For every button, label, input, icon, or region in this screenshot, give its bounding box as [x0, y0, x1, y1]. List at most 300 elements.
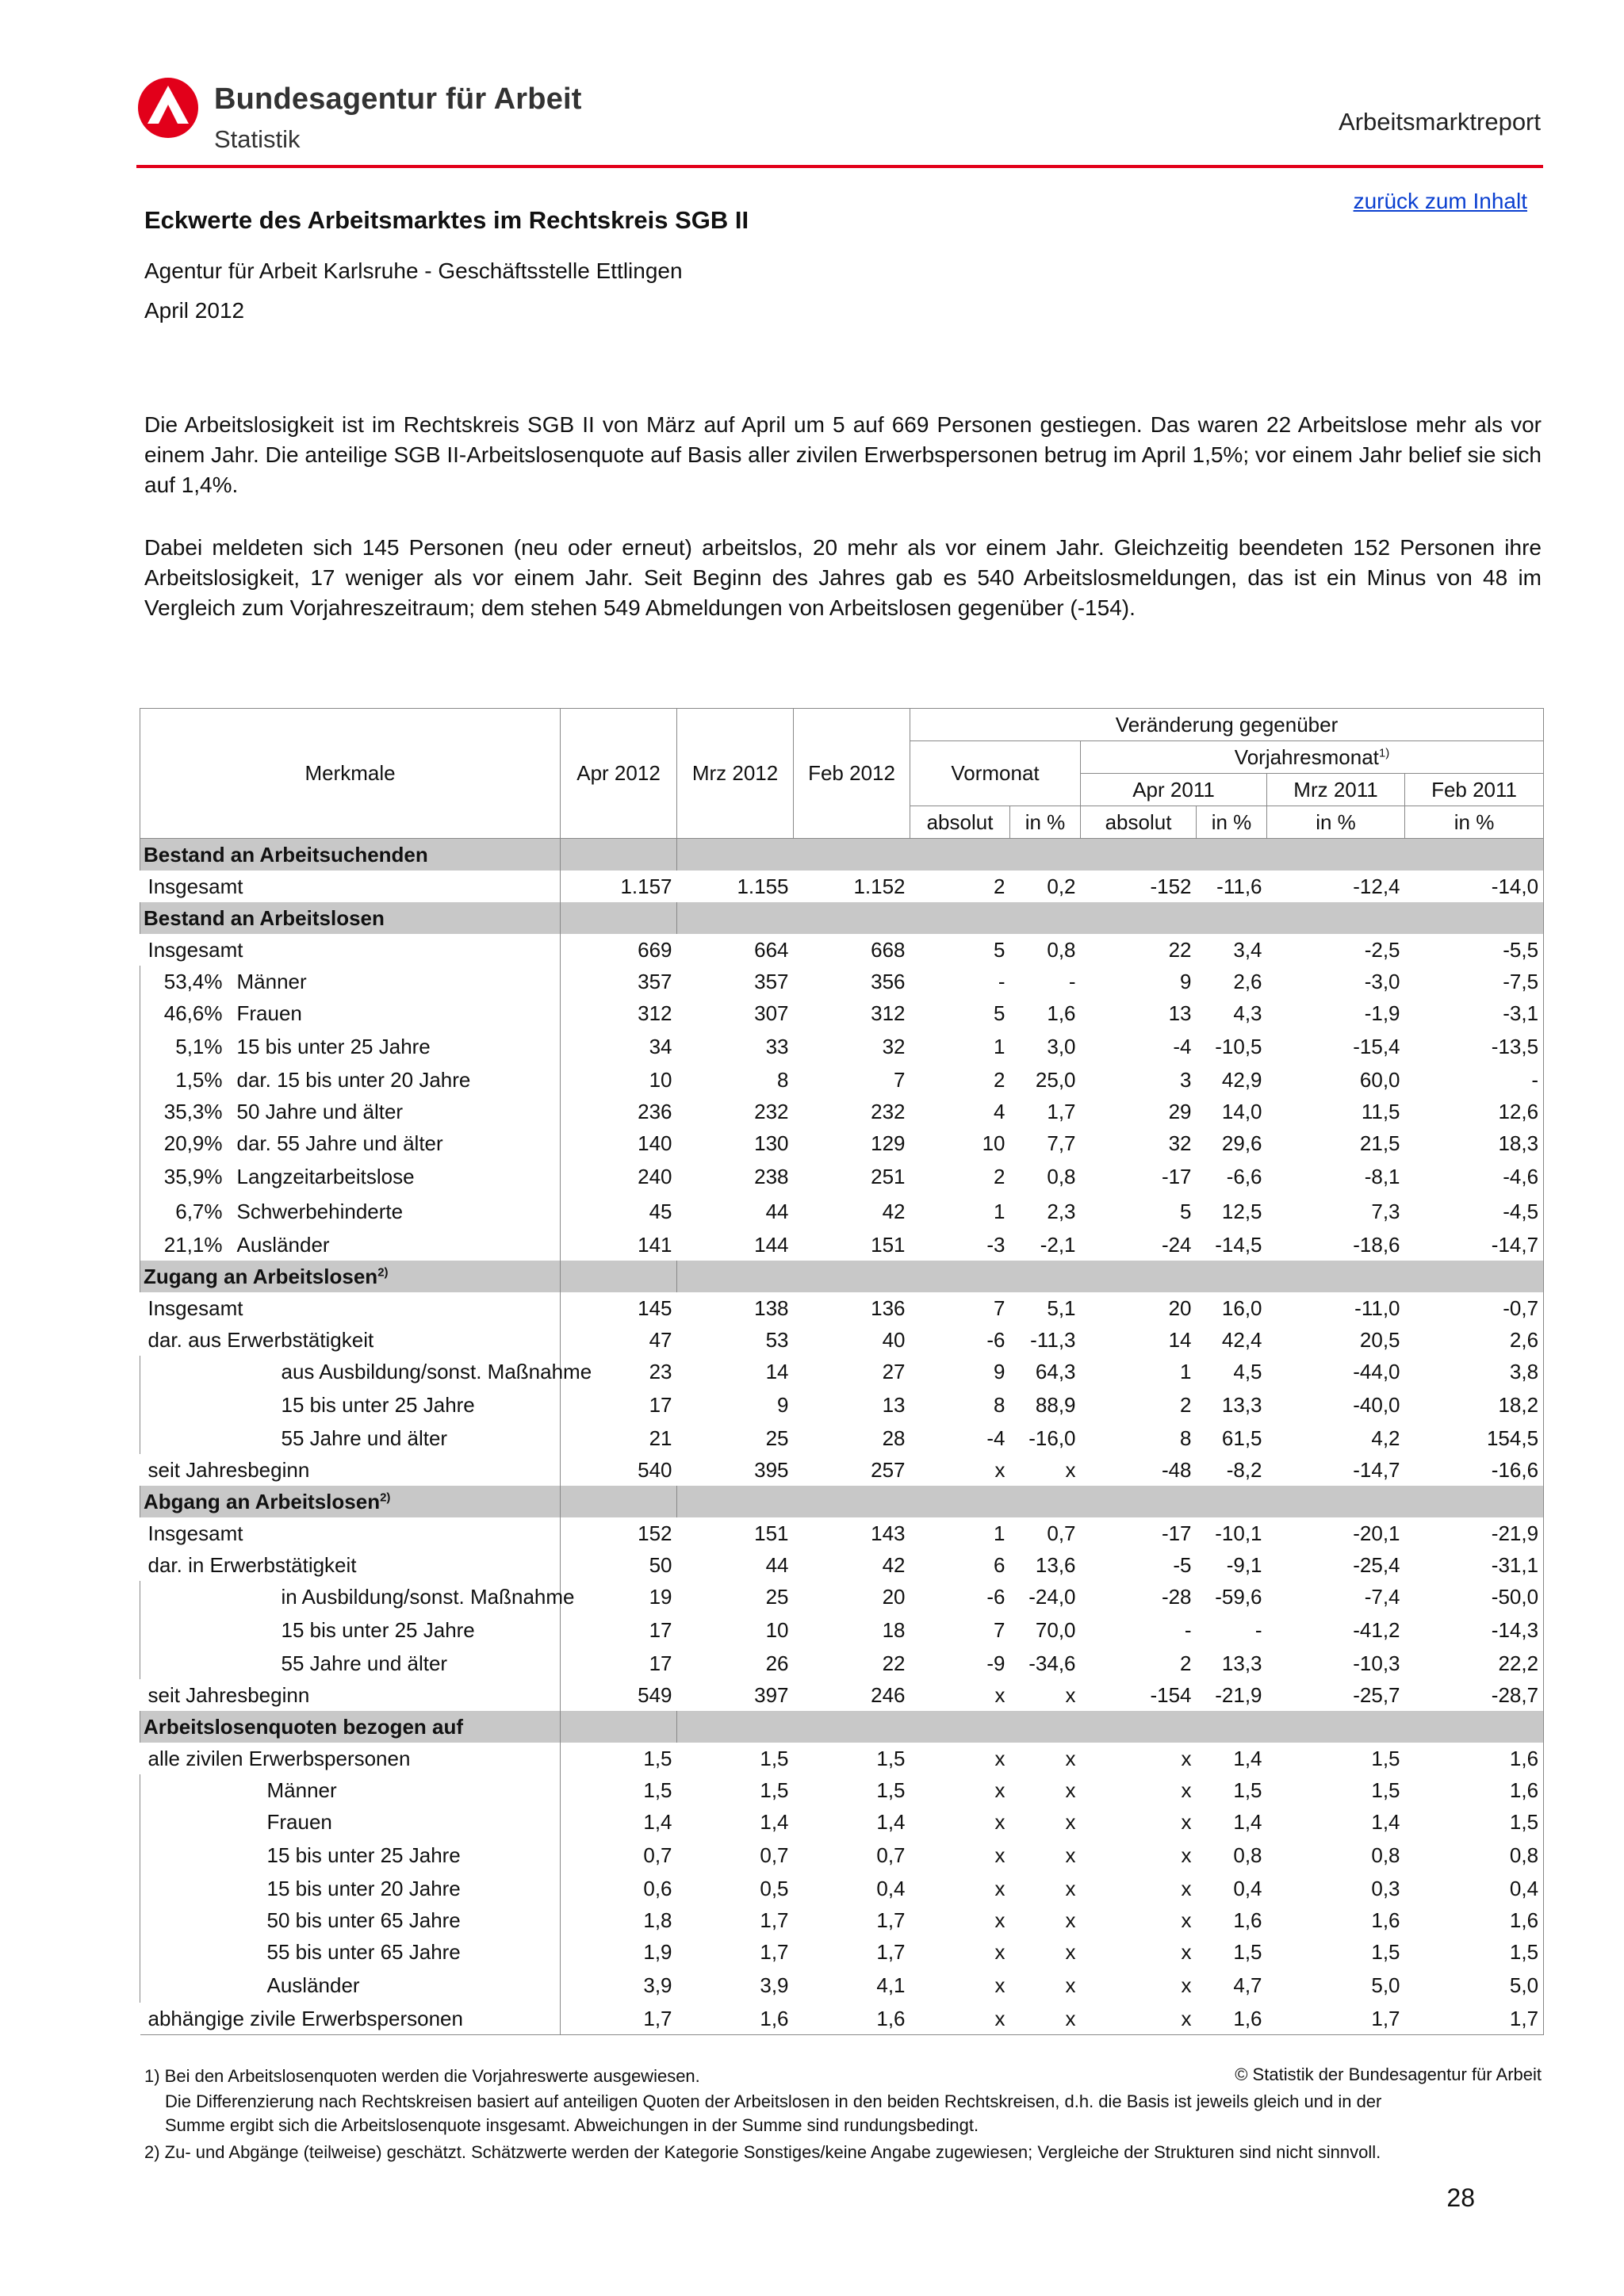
value-cell: -24 [1161, 1232, 1192, 1257]
row-label: Frauen [229, 997, 561, 1029]
table-row [140, 1774, 1544, 1806]
table-row [140, 1904, 1544, 1936]
section-fill-cell [910, 839, 1010, 871]
value-cell: - [1254, 1617, 1262, 1642]
table-row [140, 1387, 1544, 1422]
row-label: Ausländer [229, 1968, 561, 2003]
value-cell: 16,0 [1221, 1295, 1262, 1320]
value-cell: 10 [561, 1064, 677, 1096]
value-cell: x [1065, 1973, 1076, 1997]
value-cell: 22 [1168, 937, 1192, 962]
section-header-row [140, 839, 1544, 871]
value-cell: -12,4 [1353, 874, 1400, 898]
row-label: Männer [229, 966, 561, 997]
value-cell: 11,5 [1361, 1099, 1400, 1123]
summary-paragraph: Dabei meldeten sich 145 Personen (neu oder erneut) arbeitslos, 20 mehr als vor einem Jahr. Gleichzeitig beendeten 152 Personen ihre Arbeitslosigkeit, 17 weniger als vor einem Jahr. Seit Beginn des Jahres gab es 540 Arbeitslosmeldungen, das ist ein Minus von 48 im Vergleich zum Vorjahreszeitraum; dem stehen 549 Abmeldungen von Arbeitslosen gegenüber (-154). [144, 535, 1542, 620]
header-in-pct: in % [1267, 806, 1405, 839]
row-label: seit Jahresbeginn [140, 1679, 561, 1711]
office-name: Agentur für Arbeit Karlsruhe - Geschäftsstelle Ettlingen [144, 258, 683, 283]
share-pct-cell [140, 1422, 229, 1454]
value-cell: x [994, 1876, 1005, 1900]
value-cell: 53 [765, 1327, 789, 1352]
value-cell: 0,6 [561, 1873, 677, 1904]
value-cell: 2 [994, 1067, 1005, 1092]
value-cell: 2 [1180, 1392, 1192, 1417]
section-fill-cell [561, 1711, 677, 1743]
value-cell: 21 [561, 1422, 677, 1454]
value-cell: x [1181, 1939, 1192, 1964]
value-cell: 549 [561, 1679, 677, 1711]
section-fill-cell [677, 1486, 794, 1517]
share-pct-cell [140, 1774, 229, 1806]
footnote-1-detail: Summe ergibt sich die Arbeitslosenquote insgesamt. Abweichungen in der Summe sind rundungsbedingt. [165, 2115, 979, 2135]
value-cell: -13,5 [1405, 1029, 1544, 1064]
section-fill-cell [1010, 902, 1081, 934]
section-fill-cell [677, 1711, 794, 1743]
section-fill-cell [910, 1261, 1010, 1292]
value-cell: 246 [871, 1682, 906, 1707]
value-cell: 238 [754, 1164, 789, 1188]
value-cell: 5 [994, 937, 1005, 962]
value-cell: -0,7 [1405, 1292, 1544, 1324]
share-pct-cell: 35,3% [140, 1096, 229, 1127]
value-cell: -10,5 [1215, 1034, 1262, 1058]
value-cell: 10 [982, 1131, 1005, 1155]
share-pct-cell: 53,4% [140, 966, 229, 997]
value-cell: 27 [882, 1359, 906, 1383]
share-pct-cell [140, 1968, 229, 2003]
value-cell: -7,4 [1364, 1584, 1400, 1609]
value-cell: 236 [561, 1096, 677, 1127]
value-cell: 0,7 [1047, 1521, 1076, 1545]
value-cell: x [1065, 1682, 1076, 1707]
value-cell: 29,6 [1221, 1131, 1262, 1155]
section-fill-cell [1267, 902, 1405, 934]
table-row [140, 1743, 1544, 1774]
header-in-pct: in % [1197, 806, 1267, 839]
value-cell: 136 [871, 1295, 906, 1320]
copyright-note: © Statistik der Bundesagentur für Arbeit [1235, 2064, 1542, 2084]
value-cell: 21,5 [1359, 1131, 1400, 1155]
section-fill-cell [1405, 1711, 1544, 1743]
value-cell: 4,3 [1233, 1001, 1262, 1025]
share-pct-cell [140, 1838, 229, 1873]
value-cell: 1,5 [760, 1777, 789, 1802]
header-absolut: absolut [910, 806, 1010, 839]
table-row [140, 1806, 1544, 1838]
value-cell: 1,6 [677, 2003, 794, 2035]
value-cell: 3,9 [760, 1973, 789, 1997]
table-row [140, 1127, 1544, 1159]
share-pct-cell: 1,5% [140, 1064, 229, 1096]
value-cell: 154,5 [1405, 1422, 1544, 1454]
value-cell: 1 [994, 1521, 1005, 1545]
value-cell: 357 [754, 969, 789, 993]
value-cell: 1.157 [561, 871, 677, 902]
value-cell: -3,0 [1364, 969, 1400, 993]
header-merkmale: Merkmale [140, 709, 561, 839]
table-row [140, 1581, 1544, 1613]
value-cell: x [994, 1746, 1005, 1770]
value-cell: 4 [994, 1099, 1005, 1123]
value-cell: 1 [994, 1034, 1005, 1058]
section-fill-cell [1405, 902, 1544, 934]
section-header-row [140, 1261, 1544, 1292]
value-cell: 0,3 [1371, 1876, 1400, 1900]
value-cell: -15,4 [1353, 1034, 1400, 1058]
section-fill-cell [1267, 1261, 1405, 1292]
table-row [140, 1324, 1544, 1356]
value-cell: 10 [765, 1617, 789, 1642]
value-cell: 14 [1168, 1327, 1192, 1352]
value-cell: 61,5 [1221, 1425, 1262, 1450]
value-cell: 1,5 [1371, 1777, 1400, 1802]
section-header-row [140, 1486, 1544, 1517]
table-row [140, 1422, 1544, 1454]
value-cell: x [1081, 2003, 1197, 2035]
value-cell: -3 [986, 1232, 1005, 1257]
value-cell: 397 [754, 1682, 789, 1707]
value-cell: -6,6 [1226, 1164, 1262, 1188]
value-cell: 17 [561, 1387, 677, 1422]
header-veraenderung: Veränderung gegenüber [910, 709, 1544, 741]
value-cell: 3,4 [1233, 937, 1262, 962]
section-fill-cell [1197, 902, 1267, 934]
value-cell: 1,7 [561, 2003, 677, 2035]
value-cell: -48 [1161, 1457, 1192, 1482]
value-cell: 1.152 [853, 874, 906, 898]
value-cell: -20,1 [1353, 1521, 1400, 1545]
value-cell: 144 [754, 1232, 789, 1257]
value-cell: 8 [994, 1392, 1005, 1417]
share-pct-cell: 6,7% [140, 1194, 229, 1229]
value-cell: 1,5 [1233, 1777, 1262, 1802]
row-label: Insgesamt [140, 1292, 561, 1324]
value-cell: 40 [882, 1327, 906, 1352]
value-cell: -152 [1150, 874, 1192, 898]
value-cell: 357 [561, 966, 677, 997]
table-row [140, 1194, 1544, 1229]
value-cell: 29 [1168, 1099, 1192, 1123]
section-fill-cell [1081, 1261, 1197, 1292]
value-cell: -154 [1150, 1682, 1192, 1707]
share-pct-cell: 20,9% [140, 1127, 229, 1159]
value-cell: 0,5 [760, 1876, 789, 1900]
value-cell: -2,1 [1040, 1232, 1076, 1257]
value-cell: 0,8 [1405, 1838, 1544, 1873]
value-cell: -17 [1161, 1521, 1192, 1545]
value-cell: 44 [765, 1199, 789, 1223]
value-cell: 8 [777, 1067, 789, 1092]
value-cell: -9,1 [1226, 1552, 1262, 1577]
value-cell: x [994, 1457, 1005, 1482]
table-row [140, 1936, 1544, 1968]
value-cell: -9 [986, 1651, 1005, 1675]
value-cell: 60,0 [1359, 1067, 1400, 1092]
value-cell: x [1181, 1876, 1192, 1900]
row-label: dar. in Erwerbstätigkeit [140, 1549, 561, 1581]
section-fill-cell [910, 902, 1010, 934]
value-cell: 0,8 [1371, 1843, 1400, 1867]
value-cell: 0,8 [1047, 1164, 1076, 1188]
section-fill-cell [1267, 839, 1405, 871]
value-cell: 25 [765, 1584, 789, 1609]
table-row [140, 1454, 1544, 1486]
row-label: aus Ausbildung/sonst. Maßnahme [229, 1356, 561, 1387]
footnote-1-detail: Die Differenzierung nach Rechtskreisen basiert auf anteiligen Quoten der Arbeitslosen in den beiden Rechtskreisen, d.h. die Basis ist jeweils gleich und in der [165, 2091, 1382, 2111]
share-pct-cell [140, 1647, 229, 1679]
row-label: 15 bis unter 25 Jahre [229, 1387, 561, 1422]
value-cell: 141 [561, 1229, 677, 1261]
section-fill-cell [794, 839, 910, 871]
value-cell: x [1065, 1809, 1076, 1834]
share-pct-cell: 21,1% [140, 1229, 229, 1261]
section-fill-cell [910, 1711, 1010, 1743]
value-cell: -8,1 [1364, 1164, 1400, 1188]
header-in-pct: in % [1405, 806, 1544, 839]
section-fill-cell [1010, 839, 1081, 871]
table-row [140, 1549, 1544, 1581]
row-label: seit Jahresbeginn [140, 1454, 561, 1486]
value-cell: 1,7 [760, 1939, 789, 1964]
table-row [140, 1229, 1544, 1261]
value-cell: 0,7 [876, 1843, 906, 1867]
table-row [140, 1679, 1544, 1711]
row-label: dar. 55 Jahre und älter [229, 1127, 561, 1159]
value-cell: -6 [986, 1327, 1005, 1352]
table-row [140, 1096, 1544, 1127]
value-cell: 42,4 [1221, 1327, 1262, 1352]
section-fill-cell [1267, 1486, 1405, 1517]
value-cell: 1,6 [1371, 1908, 1400, 1932]
value-cell: 152 [561, 1517, 677, 1549]
value-cell: 1,7 [876, 1908, 906, 1932]
value-cell: 151 [871, 1232, 906, 1257]
section-fill-cell [1267, 1711, 1405, 1743]
value-cell: 5,0 [1405, 1968, 1544, 2003]
value-cell: -31,1 [1405, 1549, 1544, 1581]
value-cell: -14,0 [1405, 871, 1544, 902]
value-cell: -14,7 [1353, 1457, 1400, 1482]
value-cell: - [1405, 1064, 1544, 1096]
section-fill-cell [677, 839, 794, 871]
value-cell: -21,9 [1215, 1682, 1262, 1707]
value-cell: 13,3 [1221, 1651, 1262, 1675]
value-cell: 138 [754, 1295, 789, 1320]
value-cell: 18,3 [1405, 1127, 1544, 1159]
section-title: Bestand an Arbeitsuchenden [140, 839, 561, 871]
value-cell: 2 [994, 874, 1005, 898]
value-cell: 1,7 [1405, 2003, 1544, 2035]
value-cell: 14 [765, 1359, 789, 1383]
value-cell: 42 [882, 1199, 906, 1223]
value-cell: 4,2 [1371, 1425, 1400, 1450]
row-label: 50 Jahre und älter [229, 1096, 561, 1127]
section-fill-cell [677, 1261, 794, 1292]
table-row [140, 934, 1544, 966]
value-cell: 7 [994, 1295, 1005, 1320]
value-cell: 232 [754, 1099, 789, 1123]
value-cell: 1,4 [1371, 1809, 1400, 1834]
value-cell: 5,0 [1371, 1973, 1400, 1997]
value-cell: -28,7 [1405, 1679, 1544, 1711]
value-cell: 26 [765, 1651, 789, 1675]
section-fill-cell [1081, 1486, 1197, 1517]
value-cell: x [1065, 1457, 1076, 1482]
value-cell: 20,5 [1359, 1327, 1400, 1352]
value-cell: - [1068, 969, 1076, 993]
value-cell: 13,3 [1221, 1392, 1262, 1417]
value-cell: x [1181, 1843, 1192, 1867]
share-pct-cell [140, 1613, 229, 1647]
section-title: Zugang an Arbeitslosen$^{2)}$ [140, 1261, 561, 1292]
share-pct-cell: 35,9% [140, 1159, 229, 1194]
value-cell: - [998, 969, 1005, 993]
section-header-row [140, 1711, 1544, 1743]
value-cell: x [1065, 1908, 1076, 1932]
value-cell: 1,5 [561, 1774, 677, 1806]
footnote-1: 1) Bei den Arbeitslosenquoten werden die Vorjahreswerte ausgewiesen. [144, 2066, 700, 2086]
value-cell: 257 [871, 1457, 906, 1482]
value-cell: -11,0 [1354, 1295, 1400, 1320]
value-cell: 1 [994, 1199, 1005, 1223]
value-cell: 0,4 [1405, 1873, 1544, 1904]
value-cell: 1,4 [561, 1806, 677, 1838]
value-cell: x [1010, 2003, 1081, 2035]
value-cell: -11,6 [1216, 874, 1262, 898]
value-cell: 5,1 [1047, 1295, 1076, 1320]
value-cell: 8 [1180, 1425, 1192, 1450]
value-cell: -16,0 [1028, 1425, 1076, 1450]
value-cell: 3,8 [1405, 1356, 1544, 1387]
value-cell: -7,5 [1405, 966, 1544, 997]
value-cell: 42 [882, 1552, 906, 1577]
section-fill-cell [794, 1486, 910, 1517]
value-cell: x [1065, 1939, 1076, 1964]
row-label: Ausländer [229, 1229, 561, 1261]
value-cell: 1,7 [1267, 2003, 1405, 2035]
value-cell: 45 [561, 1194, 677, 1229]
value-cell: x [1181, 1973, 1192, 1997]
value-cell: 129 [871, 1131, 906, 1155]
value-cell: 25,0 [1035, 1067, 1076, 1092]
value-cell: 1.155 [737, 874, 789, 898]
value-cell: 20 [882, 1584, 906, 1609]
row-label: 55 Jahre und älter [229, 1647, 561, 1679]
section-title: Arbeitslosenquoten bezogen auf [140, 1711, 561, 1743]
value-cell: 664 [754, 937, 789, 962]
value-cell: 540 [561, 1454, 677, 1486]
value-cell: 28 [882, 1425, 906, 1450]
value-cell: 0,4 [876, 1876, 906, 1900]
row-label: Insgesamt [140, 934, 561, 966]
section-fill-cell [1197, 839, 1267, 871]
value-cell: 88,9 [1035, 1392, 1076, 1417]
value-cell: 1,9 [561, 1936, 677, 1968]
value-cell: 1,4 [1233, 1746, 1262, 1770]
value-cell: 1,5 [1405, 1806, 1544, 1838]
value-cell: -14,3 [1405, 1613, 1544, 1647]
value-cell: 130 [754, 1131, 789, 1155]
value-cell: x [1181, 1809, 1192, 1834]
value-cell: 22,2 [1405, 1647, 1544, 1679]
value-cell: x [994, 1973, 1005, 1997]
header-feb-2012: Feb 2012 [794, 709, 910, 839]
value-cell: 17 [561, 1613, 677, 1647]
value-cell: 14,0 [1221, 1099, 1262, 1123]
value-cell: 12,5 [1221, 1199, 1262, 1223]
row-label: dar. 15 bis unter 20 Jahre [229, 1064, 561, 1096]
row-label: 15 bis unter 25 Jahre [229, 1613, 561, 1647]
value-cell: 4,7 [1233, 1973, 1262, 1997]
value-cell: x [994, 1777, 1005, 1802]
section-fill-cell [561, 839, 677, 871]
value-cell: 64,3 [1035, 1359, 1076, 1383]
section-fill-cell [794, 1711, 910, 1743]
value-cell: x [1065, 1876, 1076, 1900]
value-cell: 5 [1180, 1199, 1192, 1223]
value-cell: 1,6 [794, 2003, 910, 2035]
section-fill-cell [794, 902, 910, 934]
value-cell: -25,7 [1353, 1682, 1400, 1707]
table-row [140, 1838, 1544, 1873]
ba-logo-icon [136, 76, 200, 140]
value-cell: -10,3 [1353, 1651, 1400, 1675]
value-cell: 33 [765, 1034, 789, 1058]
value-cell: 25 [765, 1425, 789, 1450]
row-label: 15 bis unter 25 Jahre [229, 1029, 561, 1064]
value-cell: 395 [754, 1457, 789, 1482]
row-label: alle zivilen Erwerbspersonen [140, 1743, 561, 1774]
value-cell: 1 [1180, 1359, 1192, 1383]
back-to-contents-link[interactable]: zurück zum Inhalt [1353, 189, 1527, 213]
value-cell: -44,0 [1353, 1359, 1400, 1383]
value-cell: -50,0 [1405, 1581, 1544, 1613]
report-date: April 2012 [144, 298, 245, 323]
row-label: 55 Jahre und älter [229, 1422, 561, 1454]
value-cell: 0,2 [1047, 874, 1076, 898]
section-header-row [140, 902, 1544, 934]
value-cell: 0,8 [1047, 937, 1076, 962]
section-fill-cell [1081, 902, 1197, 934]
value-cell: 13 [1168, 1001, 1192, 1025]
table-row [140, 871, 1544, 902]
value-cell: 7,7 [1047, 1131, 1076, 1155]
value-cell: 20 [1168, 1295, 1192, 1320]
value-cell: 668 [871, 937, 906, 962]
value-cell: 0,7 [760, 1843, 789, 1867]
value-cell: 47 [561, 1324, 677, 1356]
row-label: Insgesamt [140, 871, 561, 902]
section-title: Bestand an Arbeitslosen [140, 902, 561, 934]
value-cell: x [994, 1939, 1005, 1964]
section-fill-cell [677, 902, 794, 934]
value-cell: 312 [871, 1001, 906, 1025]
value-cell: -6 [986, 1584, 1005, 1609]
value-cell: -21,9 [1405, 1517, 1544, 1549]
share-pct-cell [140, 1356, 229, 1387]
value-cell: 2 [994, 1164, 1005, 1188]
value-cell: x [1065, 1843, 1076, 1867]
value-cell: -4 [986, 1425, 1005, 1450]
value-cell: 3,0 [1047, 1034, 1076, 1058]
share-pct-cell: 5,1% [140, 1029, 229, 1064]
table-row [140, 1968, 1544, 2003]
value-cell: 1,7 [1047, 1099, 1076, 1123]
table-row [140, 1029, 1544, 1064]
value-cell: 145 [561, 1292, 677, 1324]
header-vorjahresmonat: Vorjahresmonat$^{1)}$ [1081, 741, 1544, 774]
